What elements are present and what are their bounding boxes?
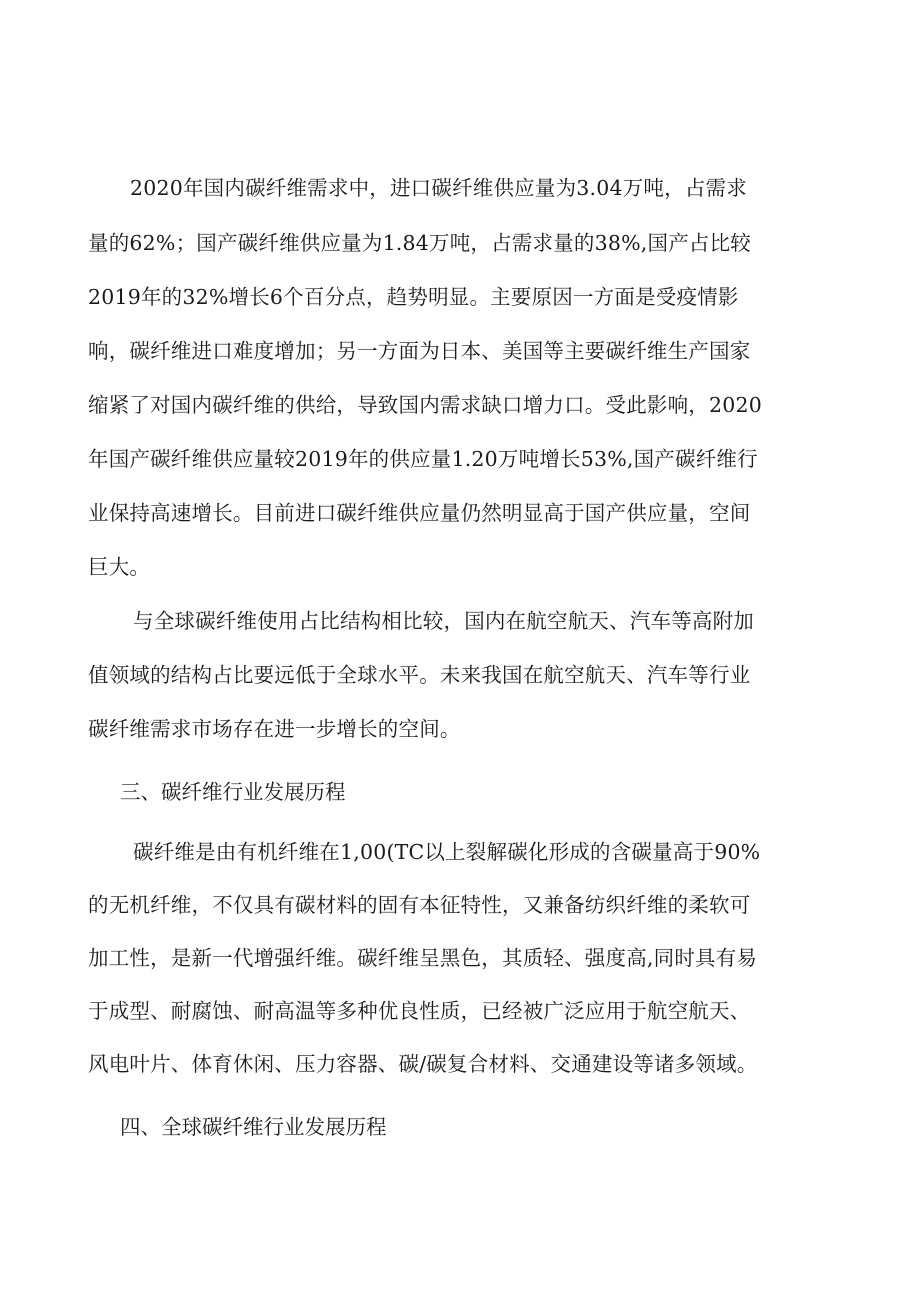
paragraph-3-line-1: 碳纤维是由有机纤维在1,00(TC以上裂解碳化形成的含碳量高于90% — [133, 840, 761, 864]
paragraph-1-line-4: 响，碳纤维进口难度增加；另一方面为日本、美国等主要碳纤维生产国家 — [88, 339, 751, 363]
paragraph-1-line-8: 巨大。 — [88, 555, 151, 579]
paragraph-2-line-1: 与全球碳纤维使用占比结构相比较，国内在航空航天、汽车等高附加 — [133, 609, 754, 633]
paragraph-2-line-2: 值领域的结构占比要远低于全球水平。未来我国在航空航天、汽车等行业 — [88, 663, 751, 687]
section-heading-4: 四、全球碳纤维行业发展历程 — [120, 1115, 387, 1139]
paragraph-3-line-2: 的无机纤维，不仅具有碳材料的固有本征特性，又兼备纺织纤维的柔软可 — [88, 893, 751, 917]
paragraph-1-line-6: 年国产碳纤维供应量较2019年的供应量1.20万吨增长53%,国产碳纤维行 — [88, 447, 758, 471]
paragraph-2-line-3: 碳纤维需求市场存在进一步增长的空间。 — [88, 717, 461, 741]
paragraph-1-line-2: 量的62%；国产碳纤维供应量为1.84万吨，占需求量的38%,国产占比较 — [88, 231, 751, 255]
paragraph-3-line-3: 加工性，是新一代增强纤维。碳纤维呈黑色，其质轻、强度高,同时具有易 — [88, 946, 758, 970]
paragraph-3-line-5: 风电叶片、体育休闲、压力容器、碳/碳复合材料、交通建设等诸多领域。 — [88, 1052, 758, 1076]
paragraph-1-line-7: 业保持高速增长。目前进口碳纤维供应量仍然明显高于国产供应量，空间 — [88, 501, 751, 525]
paragraph-3-line-4: 于成型、耐腐蚀、耐高温等多种优良性质，已经被广泛应用于航空航天、 — [88, 999, 751, 1023]
paragraph-1-line-1: 2020年国内碳纤维需求中，进口碳纤维供应量为3.04万吨，占需求 — [130, 176, 747, 200]
paragraph-1-line-5: 缩紧了对国内碳纤维的供给，导致国内需求缺口增力口。受此影响，2020 — [88, 393, 762, 417]
section-heading-3: 三、碳纤维行业发展历程 — [120, 780, 346, 804]
paragraph-1-line-3: 2019年的32%增长6个百分点，趋势明显。主要原因一方面是受疫情影 — [88, 285, 739, 309]
